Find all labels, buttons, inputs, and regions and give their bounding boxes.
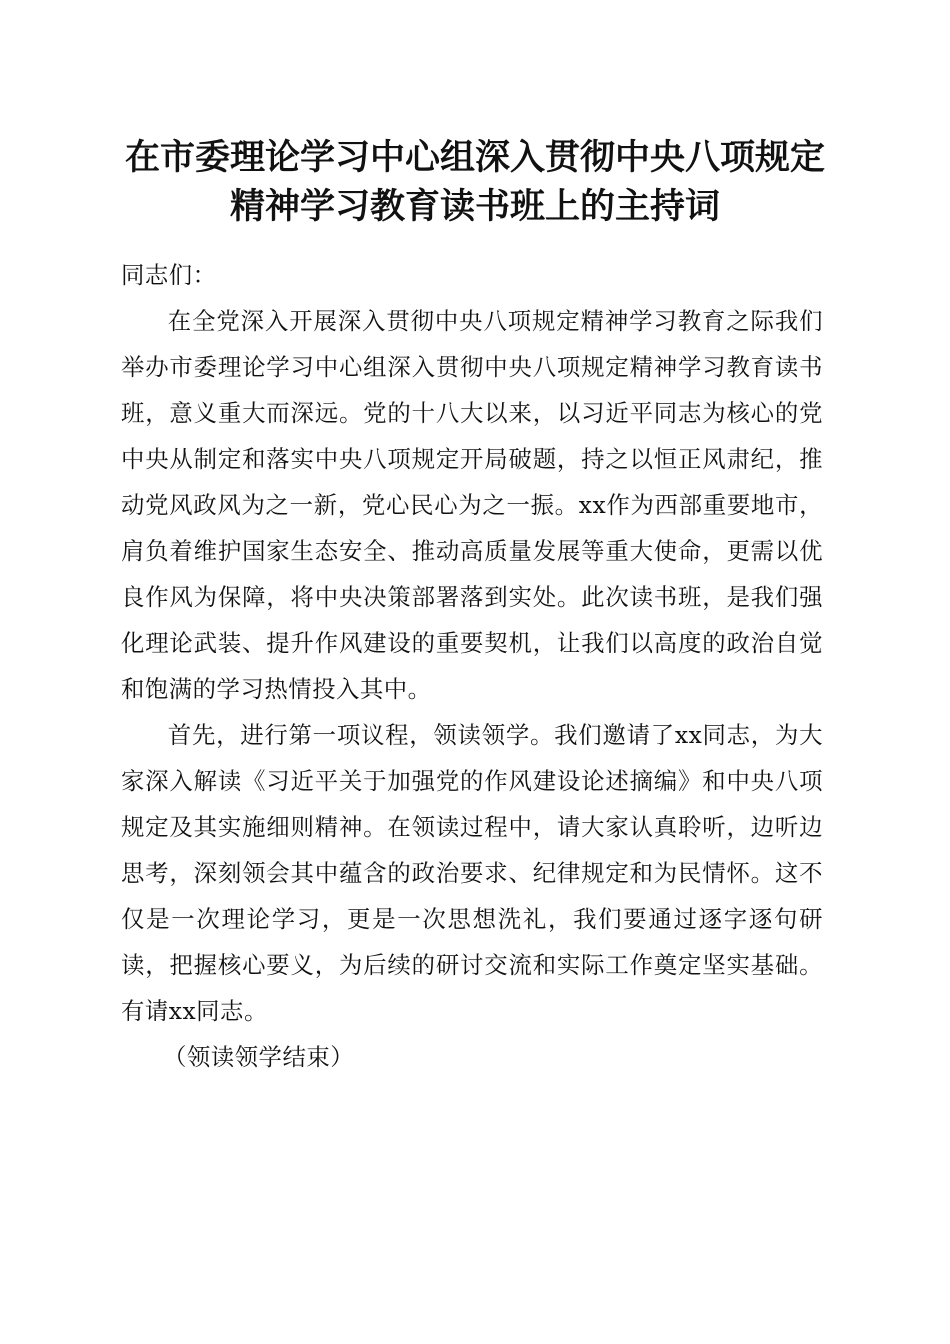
document-title — [100, 133, 850, 231]
document-body — [121, 252, 823, 1080]
closing-note: （领读领学结束） — [163, 1043, 355, 1071]
title-line-1: 在市委理论学习中心组深入贯彻中央八项规定 — [124, 137, 825, 178]
title-line-2: 精神学习教育读书班上的主持词 — [229, 186, 720, 227]
salutation: 同志们： — [121, 261, 217, 289]
paragraph-1: 在全党深入开展深入贯彻中央八项规定精神学习教育之际我们举办市委理论学习中心组深入贯彻中央八项规定精神学习教育读书班，意义重大而深远。党的十八大以来，以习近平同志为核心的党中央从制定和落实中央八项规定开局破题，持之以恒正风肃纪，推动党风政风为之一新，党心民心为之一振。xx作为西部重要地市，肩负着维护国家生态安全、推动高质量发展等重大使命，更需以优良作风为保障，将中央决策部署落到实处。此次读书班，是我们强化理论武装、提升作风建设的重要契机，让我们以高度的政治自觉和饱满的学习热情投入其中。 — [121, 307, 823, 703]
paragraph-2: 首先，进行第一项议程，领读领学。我们邀请了xx同志，为大家深入解读《习近平关于加强党的作风建设论述摘编》和中央八项规定及其实施细则精神。在领读过程中，请大家认真聆听，边听边思考，深刻领会其中蕴含的政治要求、纪律规定和为民情怀。这不仅是一次理论学习，更是一次思想洗礼，我们要通过逐字逐句研读，把握核心要义，为后续的研讨交流和实际工作奠定坚实基础。有请xx同志。 — [121, 721, 823, 1025]
